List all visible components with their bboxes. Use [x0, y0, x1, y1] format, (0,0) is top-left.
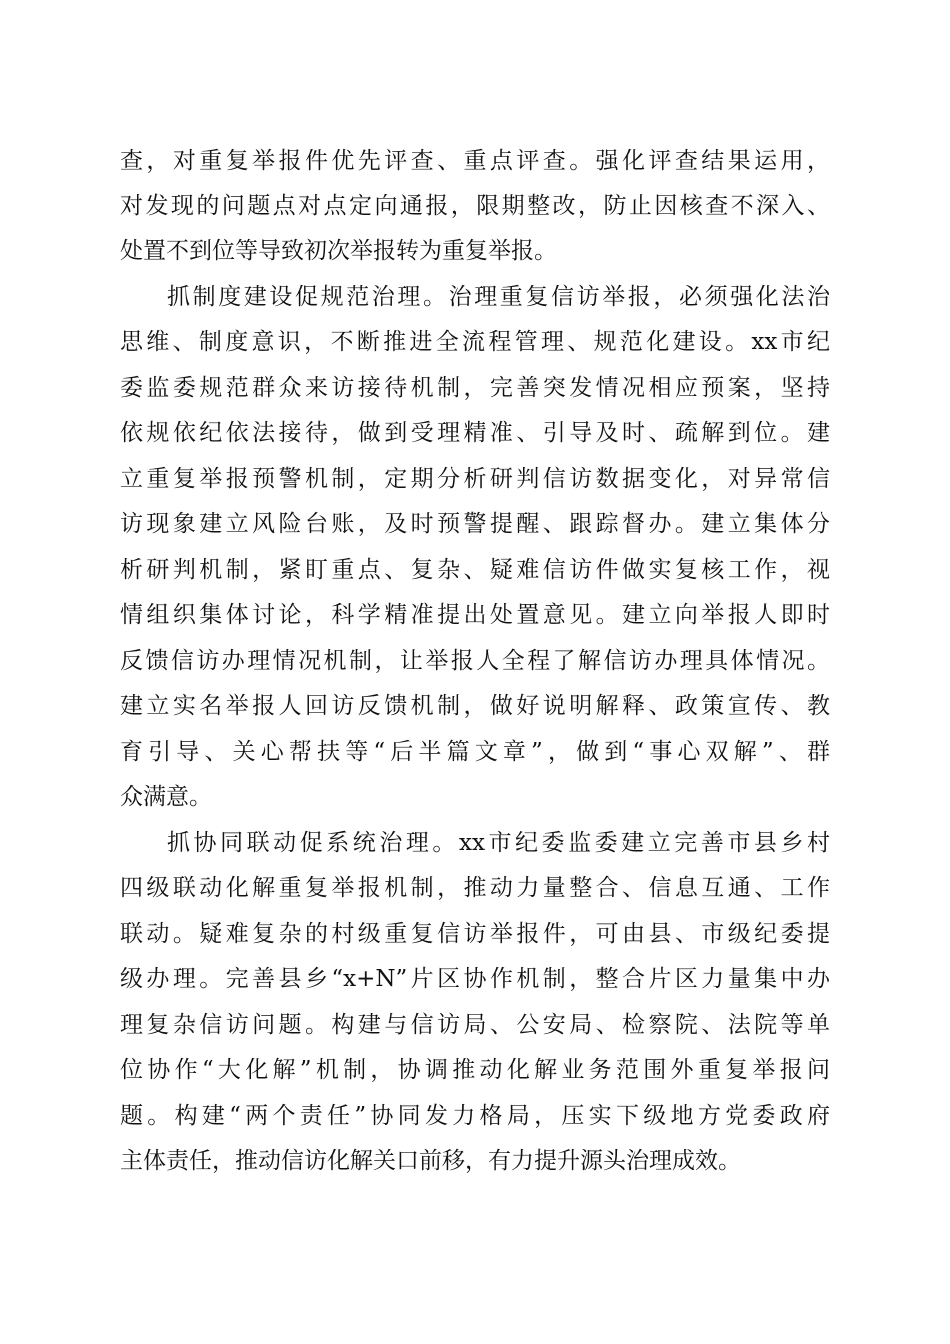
paragraph-2-line-12: 众满意。: [120, 784, 212, 810]
paragraph-3-line-2: 四级联动化解重复举报机制，推动力量整合、信息互通、工作: [120, 875, 830, 901]
paragraph-2-line-10: 建立实名举报人回访反馈机制，做好说明解释、政策宣传、教: [120, 693, 830, 719]
paragraph-1-line-2: 对发现的问题点对点定向通报，限期整改，防止因核查不深入、: [120, 193, 830, 219]
paragraph-3-line-6: 位协作“大化解”机制，协调推动化解业务范围外重复举报问: [120, 1057, 830, 1083]
paragraph-2-line-9: 反馈信访办理情况机制，让举报人全程了解信访办理具体情况。: [120, 648, 830, 674]
paragraph-3-line-4: 级办理。完善县乡“x+N”片区协作机制，整合片区力量集中办: [120, 966, 830, 992]
paragraph-1-line-3: 处置不到位等导致初次举报转为重复举报。: [120, 238, 557, 264]
paragraph-2-line-3: 委监委规范群众来访接待机制，完善突发情况相应预案，坚持: [120, 375, 830, 401]
paragraph-2-line-4: 依规依纪依法接待，做到受理精准、引导及时、疏解到位。建: [120, 420, 830, 446]
paragraph-2-line-2: 思维、制度意识，不断推进全流程管理、规范化建设。xx市纪: [120, 329, 830, 355]
paragraph-2-line-7: 析研判机制，紧盯重点、复杂、疑难信访件做实复核工作，视: [120, 557, 830, 583]
paragraph-2-line-11: 育引导、关心帮扶等“后半篇文章”，做到“事心双解”、群: [120, 739, 830, 765]
paragraph-3-line-3: 联动。疑难复杂的村级重复信访举报件，可由县、市级纪委提: [120, 921, 830, 947]
paragraph-2-line-8: 情组织集体讨论，科学精准提出处置意见。建立向举报人即时: [120, 602, 830, 628]
paragraph-1-line-1: 查，对重复举报件优先评查、重点评查。强化评查结果运用，: [120, 148, 830, 174]
paragraph-3-line-1: 抓协同联动促系统治理。xx市纪委监委建立完善市县乡村: [167, 830, 830, 856]
paragraph-3-line-5: 理复杂信访问题。构建与信访局、公安局、检察院、法院等单: [120, 1012, 830, 1038]
paragraph-2-line-6: 访现象建立风险台账，及时预警提醒、跟踪督办。建立集体分: [120, 511, 830, 537]
paragraph-3-line-8: 主体责任，推动信访化解关口前移，有力提升源头治理成效。: [120, 1148, 741, 1174]
paragraph-2-line-1: 抓制度建设促规范治理。治理重复信访举报，必须强化法治: [167, 284, 830, 310]
paragraph-2-line-5: 立重复举报预警机制，定期分析研判信访数据变化，对异常信: [120, 466, 830, 492]
paragraph-3-line-7: 题。构建“两个责任”协同发力格局，压实下级地方党委政府: [120, 1103, 830, 1129]
